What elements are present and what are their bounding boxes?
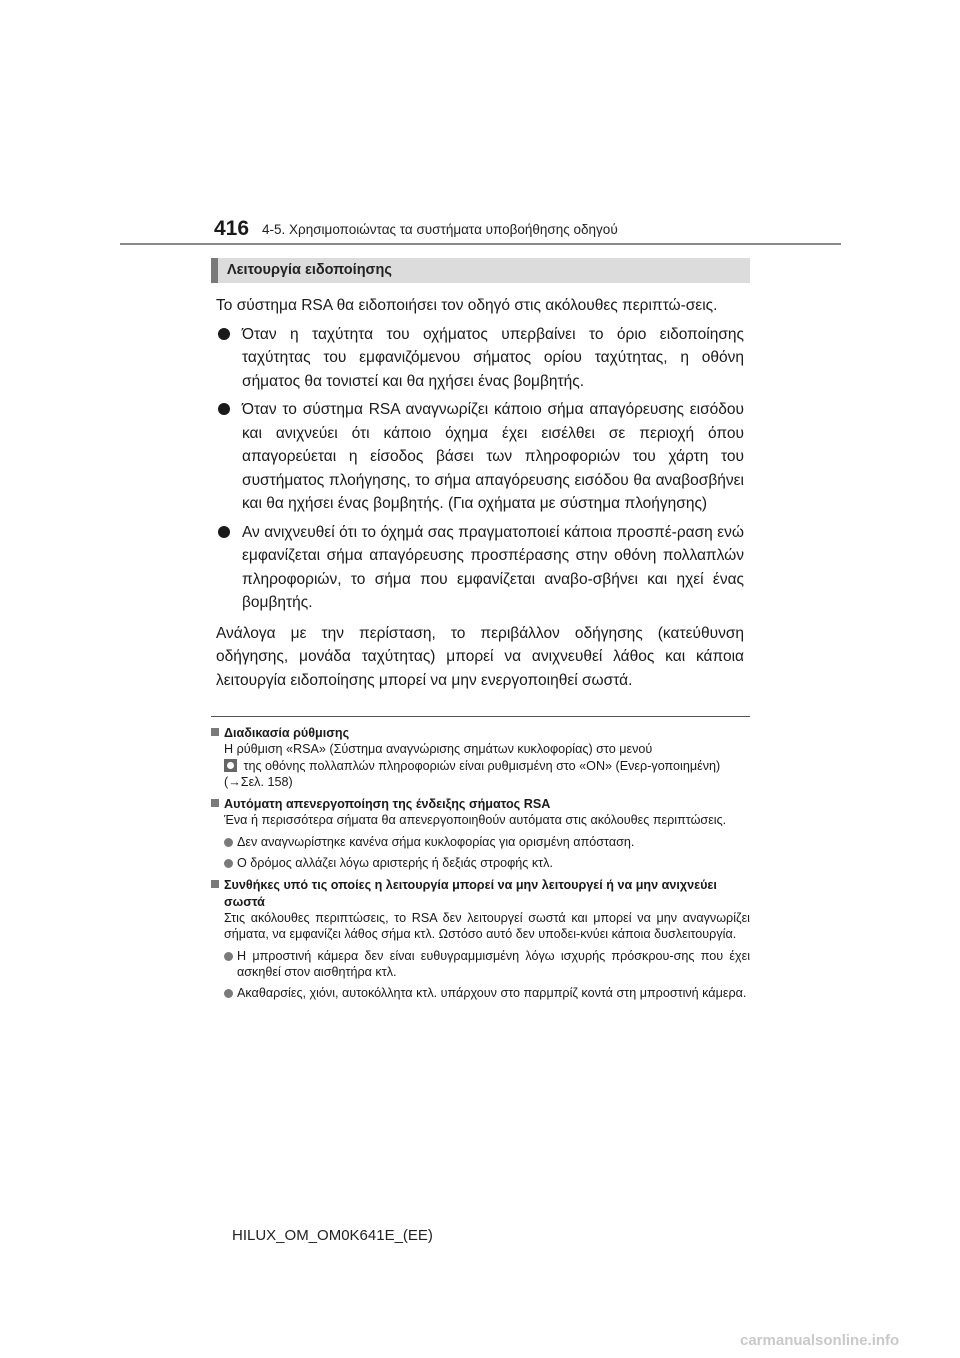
site-watermark: carmanualsonline.info [740,1332,900,1349]
bullet-dot-icon [224,859,233,868]
list-item [216,521,744,615]
intro-paragraph: Το σύστημα RSA θα ειδοποιήσει τον οδηγό στις ακόλουθες περιπτώ-σεις. [216,297,718,314]
bullet-dot-icon [218,403,230,415]
square-bullet-icon [211,728,219,736]
closing-paragraph: Ανάλογα με την περίσταση, το περιβάλλον οδήγησης (κατεύθυνση οδήγησης, μονάδα ταχύτητας) μπορεί να ανιχνευθεί λάθος και κάποια λειτουργία ειδοποίησης μπορεί να μην ενεργοποιηθεί σωστά. [216,624,744,689]
bullet-text: Ακαθαρσίες, χιόνι, αυτοκόλλητα κτλ. υπάρχουν στο παρμπρίζ κοντά στη μπροστινή κάμερα. [237,986,747,1001]
chapter-title: 4-5. Χρησιμοποιώντας τα συστήματα υποβοήθησης οδηγού [262,222,618,237]
note-heading-setup [211,725,750,741]
bullet-text: Αν ανιχνευθεί ότι το όχημά σας πραγματοποιεί κάποια προσπέ-ραση ενώ εμφανίζεται σήμα απαγόρευσης προσπέρασης στην οθόνη πολλαπλών πληροφοριών, το σήμα που εμφανίζεται αναβο-σβήνει και ηχεί ένας βομβητής. [242,523,744,611]
note-heading-text: Συνθήκες υπό τις οποίες η λειτουργία μπορεί να μην λειτουργεί ή να μην ανιχνεύει σωστά [224,878,717,909]
bullet-text: Δεν αναγνωρίστηκε κανένα σήμα κυκλοφορίας για ορισμένη απόσταση. [237,834,635,849]
note-body-conditions: Στις ακόλουθες περιπτώσεις, το RSA δεν λειτουργεί σωστά και μπορεί να μην αναγνωρίζει σήματα, να εμφανίζει λάθος σήμα κτλ. Ωστόσο αυτό δεν υποδει-κνύει κάποια δυσλειτουργία. [224,910,750,942]
bullet-dot-icon [218,328,230,340]
bullet-dot-icon [224,989,233,998]
section-title: Λειτουργία ειδοποίησης [211,258,750,283]
note-heading-auto-off [211,796,750,812]
note-body-setup [211,741,750,790]
bullet-text: Η μπροστινή κάμερα δεν είναι ευθυγραμμισμένη λόγω ισχυρής πρόσκρου-σης που έχει ασκηθεί στον αισθητήρα κτλ. [237,948,750,979]
list-item [211,855,750,871]
list-item [211,834,750,850]
bullet-text: Όταν το σύστημα RSA αναγνωρίζει κάποιο σήμα απαγόρευσης εισόδου και ανιχνεύει ότι κάποιο όχημα έχει εισέλθει σε περιοχή όπου απαγορεύεται η είσοδος βάσει των πληροφοριών του χάρτη του συστήματος πλοήγησης, το σήμα απαγόρευσης εισόδου θα αναβοσβήνει και θα ηχήσει ένας βομβητής. (Για οχήματα με σύστημα πλοήγησης) [242,401,744,512]
note-text: Η ρύθμιση «RSA» (Σύστημα αναγνώρισης σημάτων κυκλοφορίας) στο μενού [224,742,653,757]
gear-icon [224,759,237,772]
notes-section [211,725,750,1001]
note-heading-text: Διαδικασία ρύθμισης [224,726,350,740]
list-item [211,985,750,1001]
note-heading-text: Αυτόματη απενεργοποίηση της ένδειξης σήματος RSA [224,797,551,812]
bullet-dot-icon [218,526,230,538]
page-reference[interactable]: (→Σελ. 158) [224,774,293,789]
main-content [216,294,744,692]
square-bullet-icon [211,880,219,888]
page-number: 416 [214,217,250,240]
note-heading-conditions [211,877,750,910]
list-item [211,948,750,981]
document-code: HILUX_OM_OM0K641E_(EE) [232,1227,433,1244]
bullet-text: Όταν η ταχύτητα του οχήματος υπερβαίνει το όριο ειδοποίησης ταχύτητας του εμφανιζόμενου σήματος ορίου ταχύτητας, η οθόνη σήματος θα τονιστεί και θα ηχήσει ένας βομβητής. [242,325,744,390]
bullet-dot-icon [224,838,233,847]
section-divider [211,716,750,717]
square-bullet-icon [211,799,219,807]
note-body-auto-off: Ένα ή περισσότερα σήματα θα απενεργοποιηθούν αυτόματα στις ακόλουθες περιπτώσεις. [224,813,727,828]
bullet-dot-icon [224,952,233,961]
list-item [216,323,744,394]
bullet-text: Ο δρόμος αλλάζει λόγω αριστερής ή δεξιάς στροφής κτλ. [237,856,553,871]
list-item [216,398,744,516]
header-rule [120,243,841,245]
note-text: της οθόνης πολλαπλών πληροφοριών είναι ρυθμισμένη στο «ON» (Ενερ-γοποιημένη) [243,758,721,773]
